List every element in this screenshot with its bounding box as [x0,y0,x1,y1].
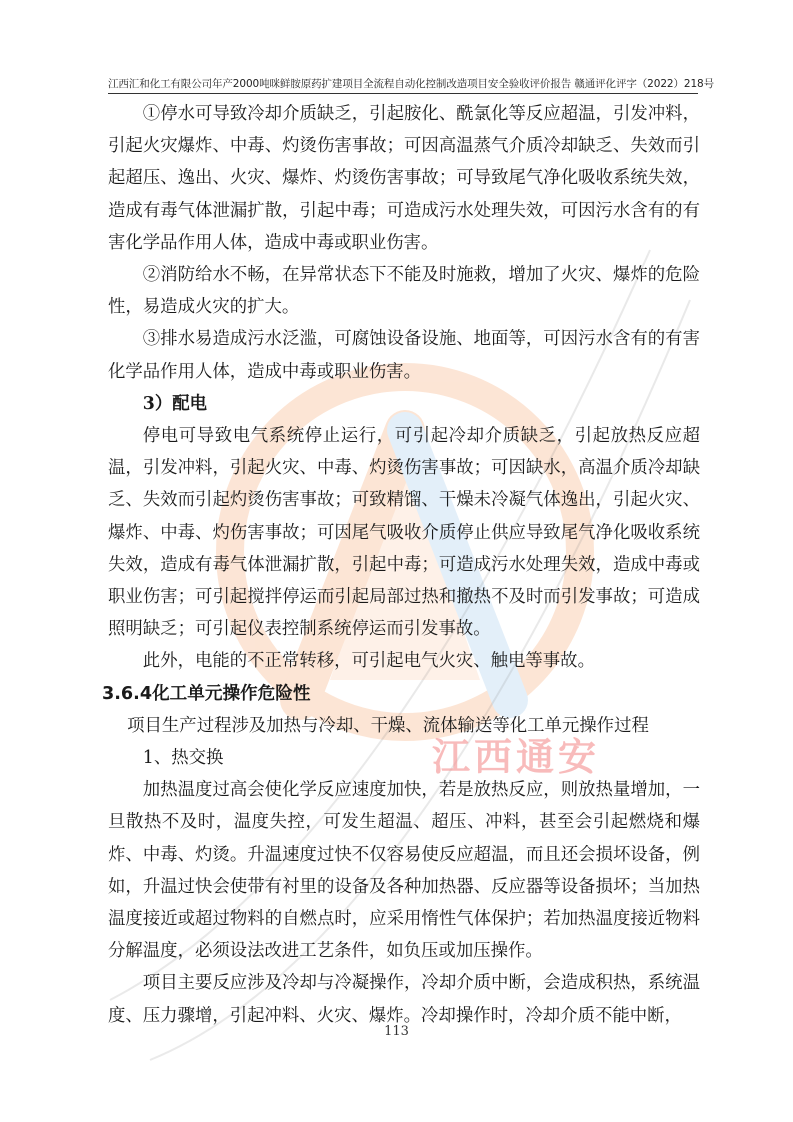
paragraph-electric-transfer: 此外，电能的不正常转移，可引起电气火灾、触电等事故。 [142,651,595,672]
page-number: 113 [384,1024,409,1039]
section-heading-3-6-4: 3.6.4化工单元操作危险性 [102,683,311,704]
running-header: 江西汇和化工有限公司年产2000吨咪鲜胺原药扩建项目全流程自动化控制改造项目安全验收评价报告 赣通评化评字（2022）218号 [108,78,715,90]
subheading-power-distribution: 3）配电 [142,393,208,414]
watermark-text: 江西通安 [432,735,601,779]
paragraph-water-stoppage: ①停水可导致冷却介质缺乏，引起胺化、酰氯化等反应超温，引发冲料，引起火灾爆炸、中毒、灼烫伤害事故；可因高温蒸气介质冷却缺乏、失效而引起超压、逸出、火灾、爆炸、灼烫伤害事故；可导致尾气净化吸收系统失效，造成有毒气体泄漏扩散，引起中毒；可造成污水处理失效，可因污水含有的有害化学品作用人体，造成中毒或职业伤害。 [108,104,700,253]
header-rule [108,93,698,94]
document-body [102,98,700,1032]
paragraph-power-outage: 停电可导致电气系统停止运行，可引起冷却介质缺乏，引起放热反应超温，引发冲料，引起火灾、中毒、灼烫伤害事故；可因缺水，高温介质冷却缺乏、失效而引起灼烫伤害事故；可致精馏、干燥未冷凝气体逸出，引起火灾、爆炸、中毒、灼伤害事故；可因尾气吸收介质停止供应导致尾气净化吸收系统失效，造成有毒气体泄漏扩散，引起中毒；可造成污水处理失效，造成中毒或职业伤害；可引起搅拌停运而引起局部过热和撤热不及时而引发事故；可造成照明缺乏；可引起仪表控制系统停运而引发事故。 [108,426,700,640]
paragraph-unit-operations: 项目生产过程涉及加热与冷却、干燥、流体输送等化工单元操作过程 [127,715,649,736]
paragraph-fire-water: ②消防给水不畅，在异常状态下不能及时施救，增加了火灾、爆炸的危险性，易造成火灾的扩大。 [108,265,700,318]
paragraph-cooling: 项目主要反应涉及冷却与冷凝操作，冷却介质中断，会造成积热，系统温度、压力骤增，引起冲料、火灾、爆炸。冷却操作时，冷却介质不能中断， [108,973,700,1026]
paragraph-drainage: ③排水易造成污水泛滥，可腐蚀设备设施、地面等，可因污水含有的有害化学品作用人体，造成中毒或职业伤害。 [108,329,700,382]
subheading-heat-exchange: 1、热交换 [142,748,224,769]
paragraph-heating: 加热温度过高会使化学反应速度加快，若是放热反应，则放热量增加，一旦散热不及时，温度失控，可发生超温、超压、冲料，甚至会引起燃烧和爆炸、中毒、灼烫。升温速度过快不仅容易使反应超温，而且还会损坏设备，例如，升温过快会使带有衬里的设备及各种加热器、反应器等设备损坏；当加热温度接近或超过物料的自燃点时，应采用惰性气体保护；若加热温度接近物料分解温度，必须设法改进工艺条件，如负压或加压操作。 [108,780,700,962]
